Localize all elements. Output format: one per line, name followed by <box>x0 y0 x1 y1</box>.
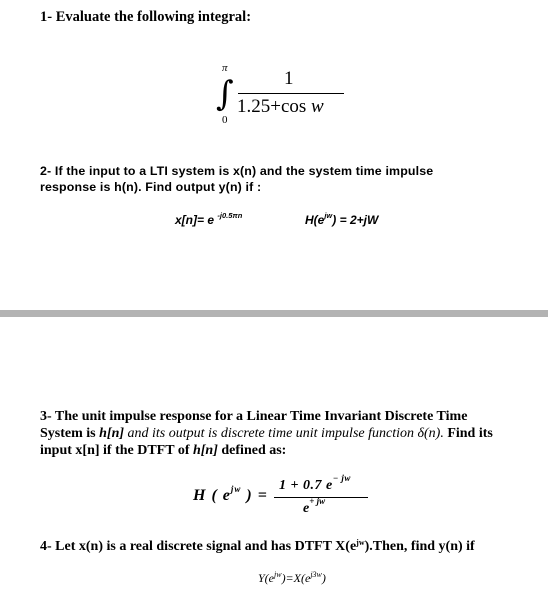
denominator-constant: 1.25 <box>237 96 271 117</box>
q3-line1-text: 3- The unit impulse response for a Linear Time Invariant Discrete Time <box>40 409 468 424</box>
fraction-denominator <box>237 96 324 118</box>
question-1-heading: 1- Evaluate the following integral: <box>40 9 252 25</box>
tf-lhs: H(e <box>305 213 325 227</box>
denominator-cos: cos <box>280 96 307 117</box>
q3-line3-c: defined as: <box>217 443 287 458</box>
h-numerator <box>279 473 351 494</box>
q4-eq-exp1: jw <box>274 570 282 579</box>
denominator-variable: w <box>311 96 324 117</box>
integral-upper-limit: π <box>222 62 228 74</box>
q4-eq-b: )=X(e <box>281 571 311 585</box>
question-3-line-3 <box>40 442 286 459</box>
q3-line3-a: input x[n] if the DTFT of <box>40 443 193 458</box>
q3-line2-h: h[n] <box>99 426 125 441</box>
h-lhs <box>193 484 268 505</box>
question-2-line-1: 2- If the input to a LTI system is x(n) and the system time impulse <box>40 164 434 178</box>
h-lhs-a: H ( e <box>193 487 231 504</box>
q4-eq-a: Y(e <box>258 571 274 585</box>
tf-exponent: jw <box>324 211 333 220</box>
q4-line-text: 4- Let x(n) is a real discrete signal and has DTFT X(e <box>40 539 357 554</box>
q3-line2-c: and its output is discrete time unit impulse function δ(n). <box>124 426 448 441</box>
h-num-a: 1 + 0.7 e <box>279 478 333 493</box>
integral-lower-limit: 0 <box>222 114 228 126</box>
h-den-exponent: + jw <box>309 496 326 506</box>
h-lhs-b: ) = <box>241 487 268 504</box>
q4-line-exponent: jw <box>356 538 365 547</box>
denominator-operator: + <box>270 96 281 117</box>
q3-line2-d: Find its <box>447 426 493 441</box>
section-divider <box>0 310 548 317</box>
fraction-numerator: 1 <box>284 68 294 89</box>
input-signal-exponent: -j0.5πn <box>217 211 243 220</box>
q3-line2-a: System is <box>40 426 100 441</box>
question-2-line-2: response is h(n). Find output y(n) if : <box>40 180 262 194</box>
integral-sign: ∫ <box>216 74 234 114</box>
question-4-line <box>40 539 475 555</box>
input-signal-equation <box>175 213 242 227</box>
input-signal-lhs: x[n]= e <box>175 213 218 227</box>
h-den-a: e <box>303 501 310 516</box>
transfer-function-equation <box>305 213 378 227</box>
question-3-line-1 <box>40 408 467 425</box>
q4-eq-exp2: j3w <box>310 570 322 579</box>
question-3-line-2 <box>40 425 493 442</box>
q4-eq-c: ) <box>321 571 326 585</box>
q4-line-end: ).Then, find y(n) if <box>364 539 475 554</box>
h-lhs-exponent: jw <box>230 484 242 494</box>
fraction-bar <box>238 93 344 94</box>
h-denominator <box>303 496 326 517</box>
q3-line3-h: h[n] <box>192 443 218 458</box>
q4-equation <box>258 571 326 586</box>
tf-rhs: ) = 2+jW <box>332 213 379 227</box>
h-num-exponent: − jw <box>332 473 351 483</box>
